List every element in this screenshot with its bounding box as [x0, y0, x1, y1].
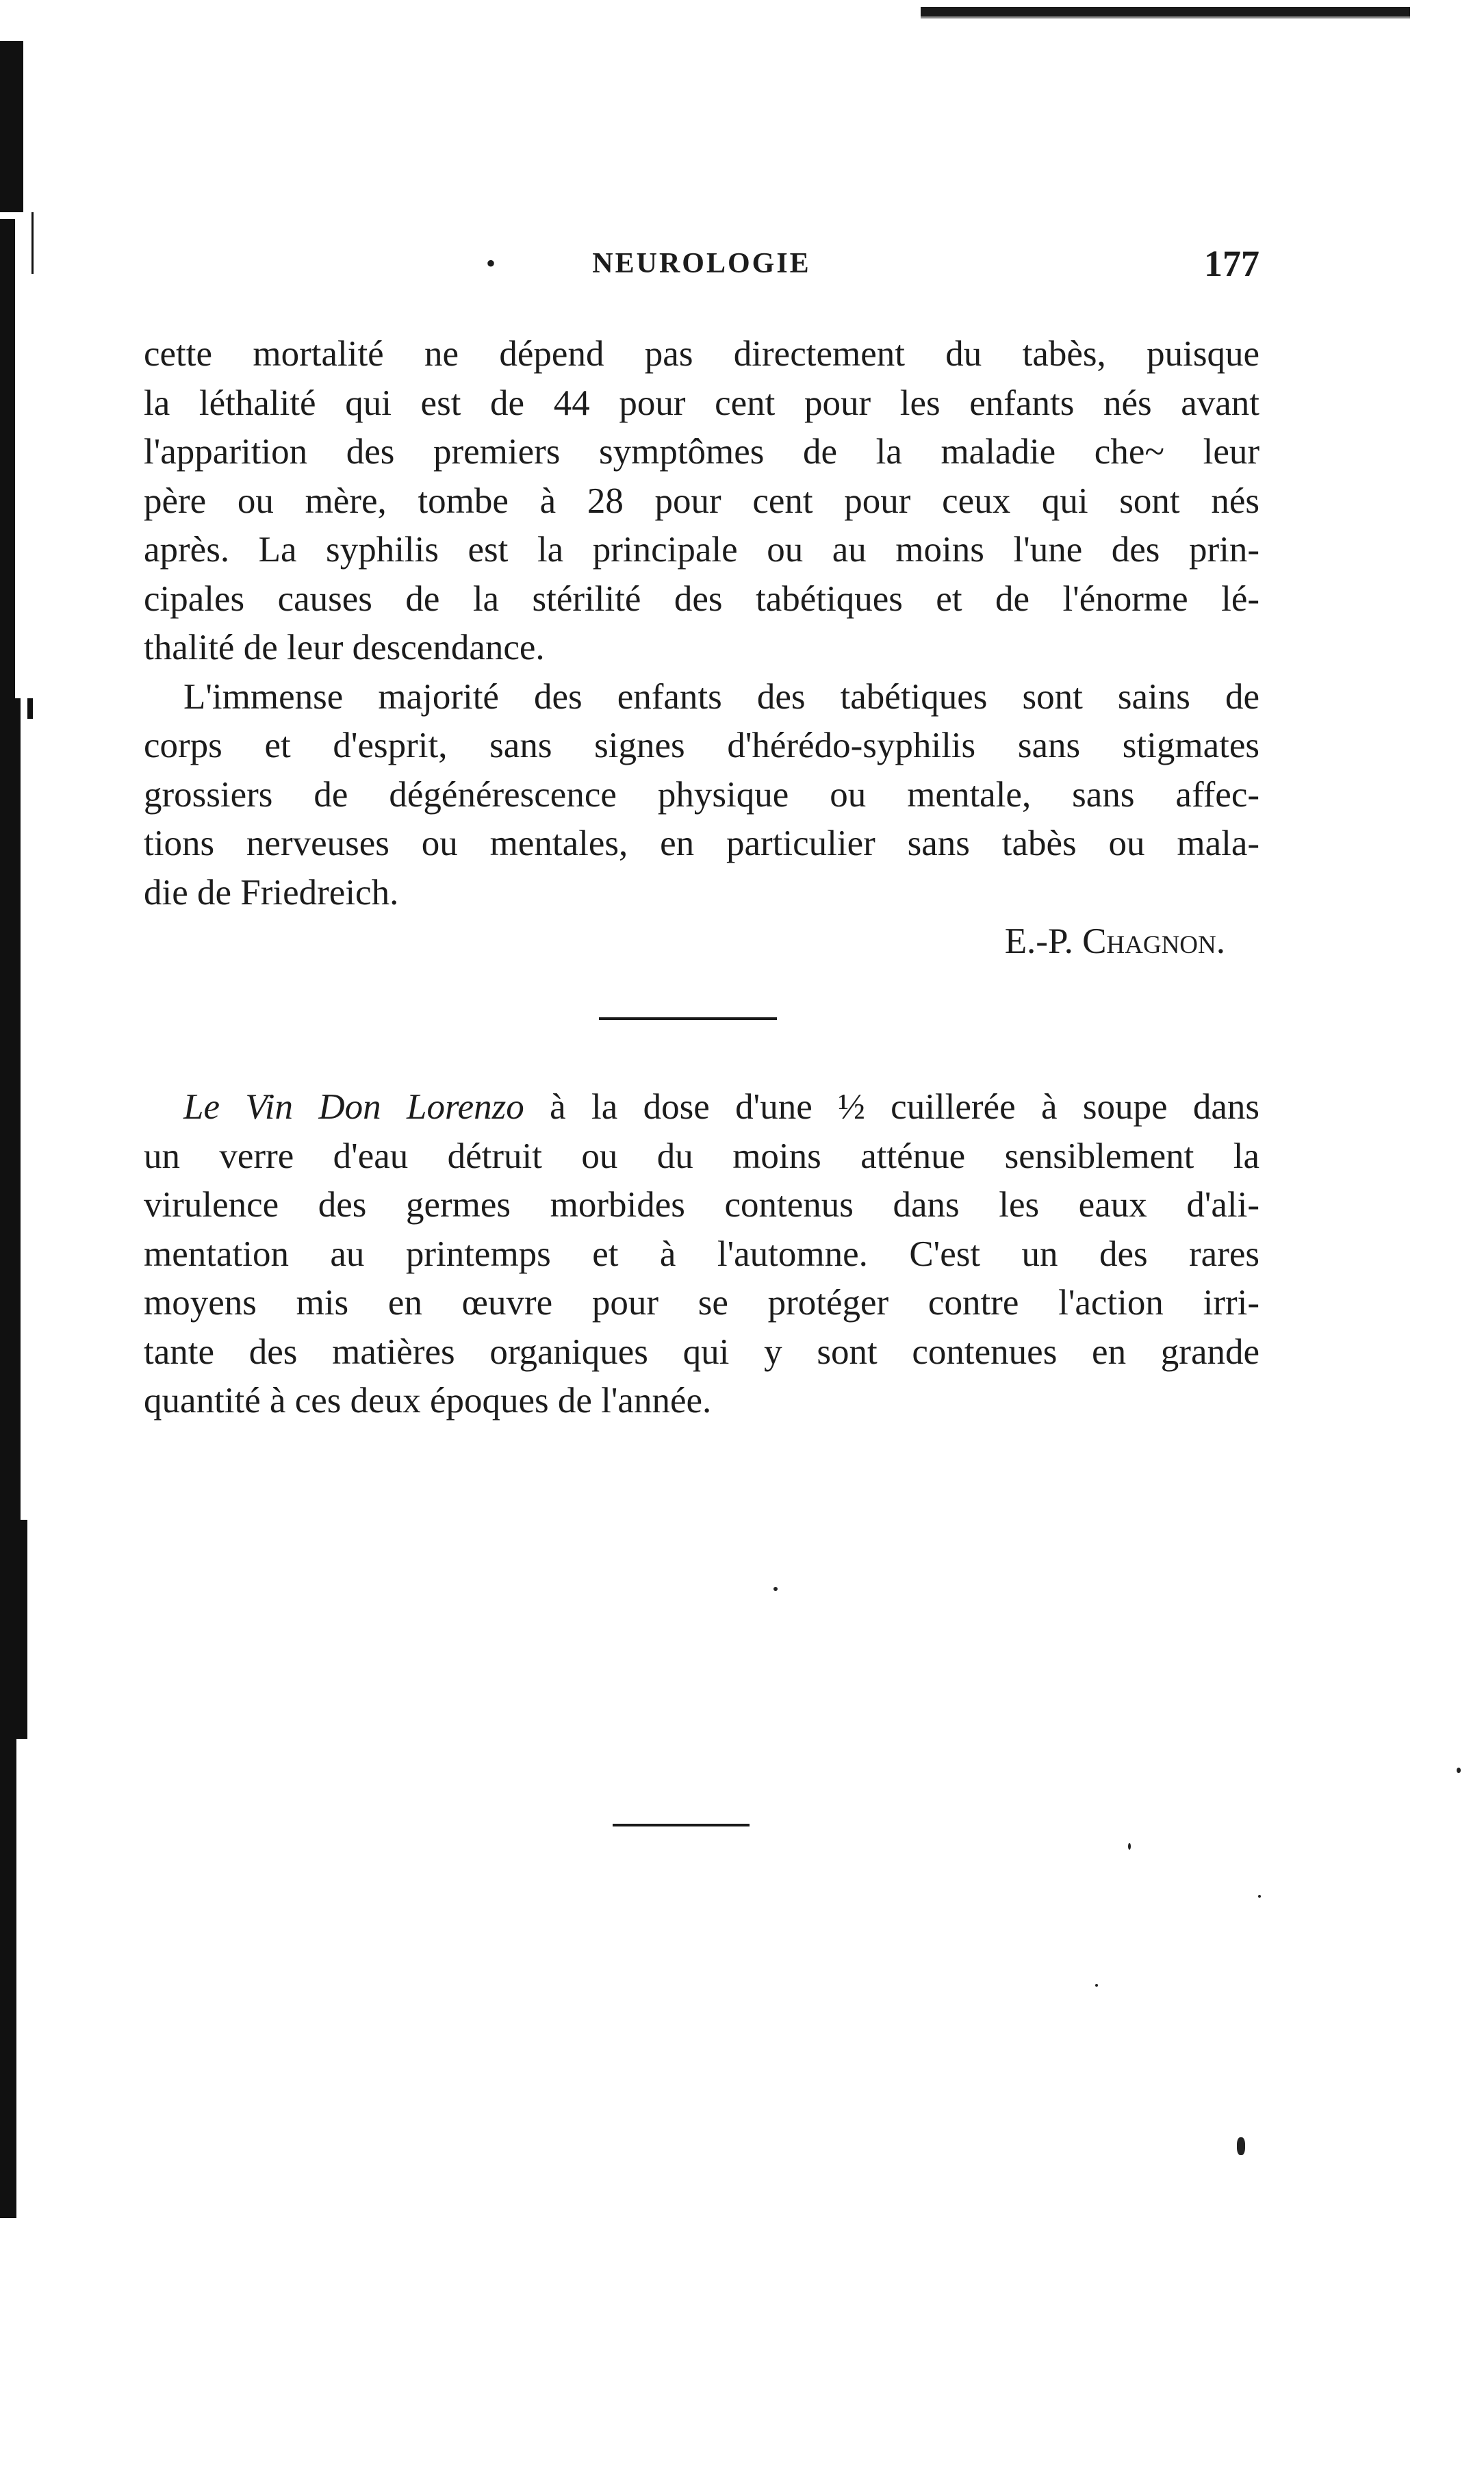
- article-vin-text: [144, 1083, 1259, 1426]
- text-line: grossiers de dégénérescence physique ou mentale, sans affec-: [144, 774, 1259, 815]
- article-tabes-text: [144, 330, 1259, 967]
- author-signature: [144, 917, 1259, 967]
- scan-speck: [1258, 1895, 1261, 1898]
- scan-left-edge: [0, 41, 48, 2300]
- text-line: père ou mère, tombe à 28 pour cent pour ceux qui sont nés: [144, 481, 1259, 521]
- section-separator: [613, 1824, 750, 1826]
- text-line: tions nerveuses ou mentales, en particulier sans tabès ou mala-: [144, 824, 1259, 863]
- running-head: [144, 243, 1259, 284]
- scan-speck: [773, 1587, 778, 1591]
- scan-speck: [1095, 1984, 1098, 1987]
- page-number: 177: [1204, 243, 1259, 284]
- text-line: virulence des germes morbides contenus dans les eaux d'ali-: [144, 1185, 1259, 1225]
- text-fragment: à la dose d'une ½ cuillerée à soupe dans: [524, 1087, 1259, 1127]
- running-head-title: NEUROLOGIE: [592, 248, 811, 279]
- text-line: cipales causes de la stérilité des tabétiques et de l'énorme lé-: [144, 578, 1259, 619]
- text-line: moyens mis en œuvre pour se protéger contre l'action irri-: [144, 1283, 1259, 1323]
- scan-speck: [1128, 1843, 1131, 1850]
- text-line: après. La syphilis est la principale ou au moins l'une des prin-: [144, 530, 1259, 570]
- text-line: corps et d'esprit, sans signes d'hérédo-syphilis sans stigmates: [144, 726, 1259, 765]
- text-line: L'immense majorité des enfants des tabétiques sont sains de: [183, 676, 1259, 717]
- text-line: die de Friedreich.: [144, 872, 399, 913]
- scan-speck: [1457, 1768, 1461, 1773]
- text-line: tante des matières organiques qui y sont contenues en grande: [144, 1332, 1259, 1372]
- text-line: la léthalité qui est de 44 pour cent pour les enfants nés avant: [144, 383, 1259, 423]
- scan-top-rule: [921, 7, 1410, 16]
- header-bullet: •: [486, 248, 496, 279]
- text-line: cette mortalité ne dépend pas directement du tabès, puisque: [144, 334, 1259, 374]
- text-line: quantité à ces deux époques de l'année.: [144, 1381, 712, 1421]
- section-separator: [599, 1017, 777, 1020]
- signature-name: Chagnon.: [1082, 921, 1225, 961]
- product-name: Le Vin Don Lorenzo: [183, 1087, 524, 1127]
- text-line: l'apparition des premiers symptômes de la maladie che~ leur: [144, 432, 1259, 472]
- scan-top-rule-shadow: [921, 16, 1410, 18]
- scan-speck: [1237, 2137, 1245, 2155]
- text-line: mentation au printemps et à l'automne. C'est un des rares: [144, 1234, 1259, 1274]
- text-line: thalité de leur descendance.: [144, 628, 545, 667]
- signature-initials: E.-P.: [1004, 921, 1083, 961]
- text-line: [144, 1083, 1259, 1132]
- text-line: un verre d'eau détruit ou du moins atténue sensiblement la: [144, 1136, 1259, 1176]
